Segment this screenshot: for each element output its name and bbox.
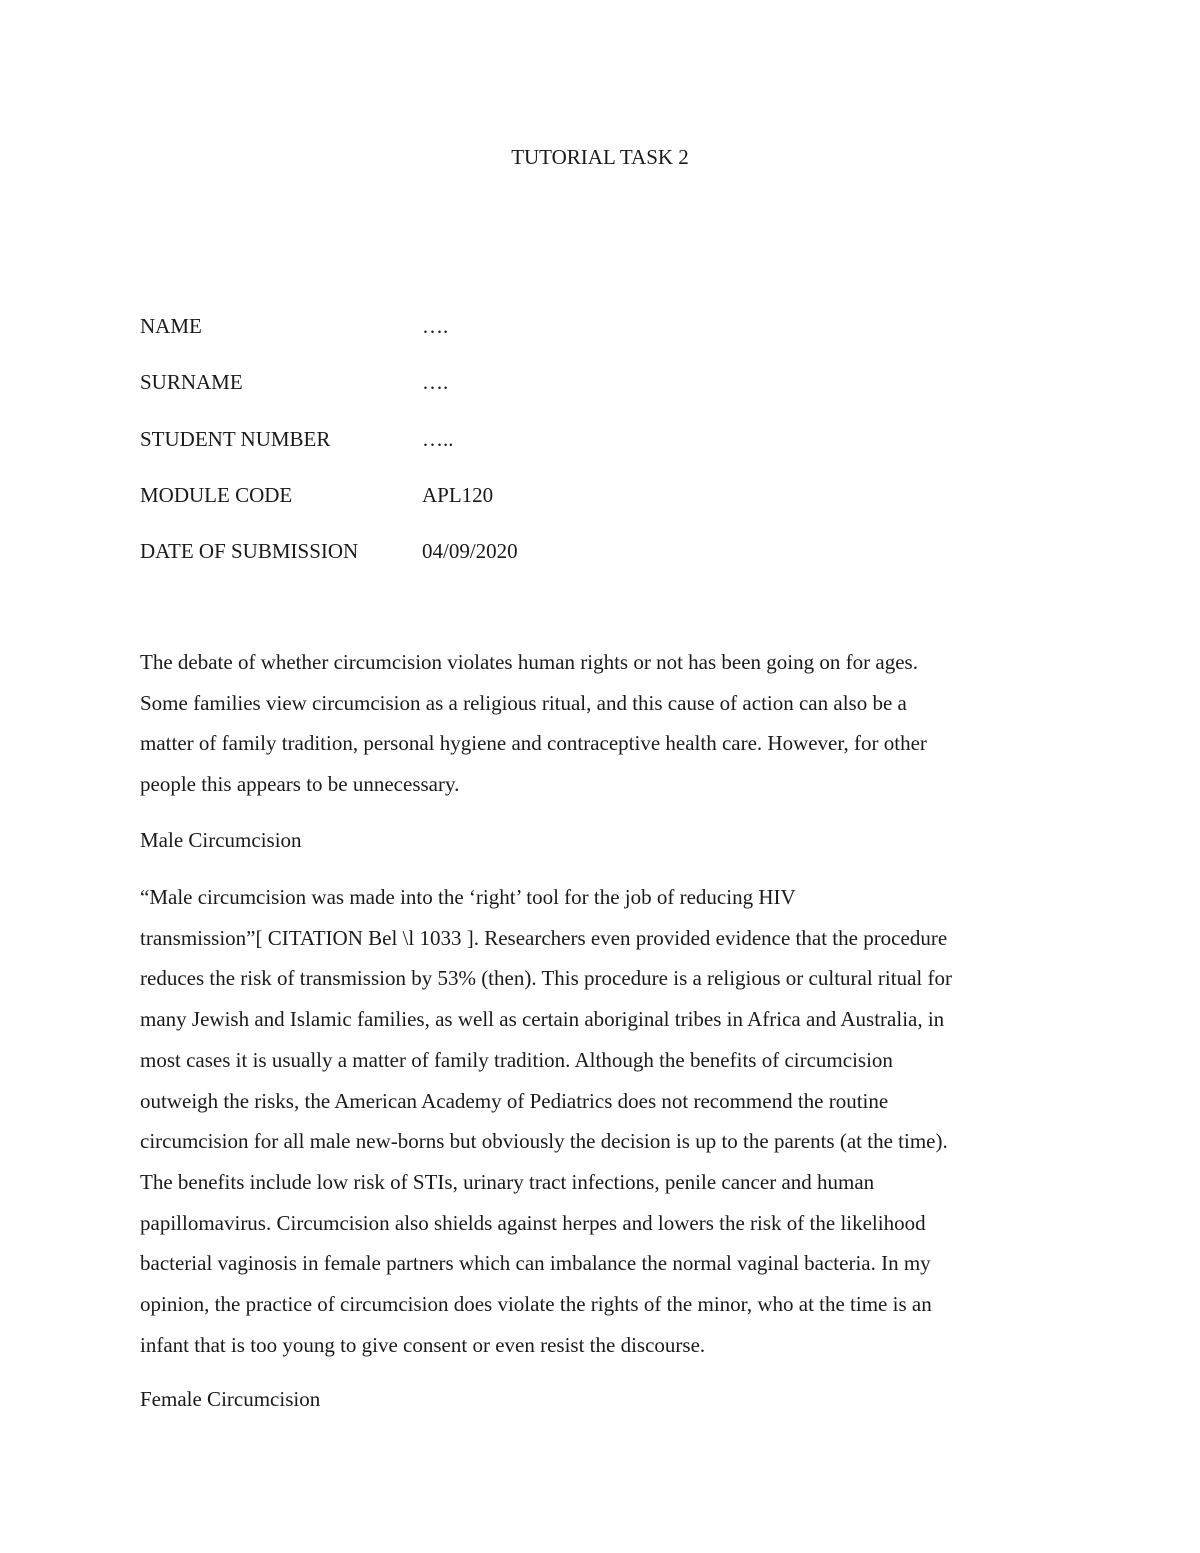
male-paragraph-line: “Male circumcision was made into the ‘right’ tool for the job of reducing HIV: [140, 885, 796, 909]
male-paragraph-line: opinion, the practice of circumcision does violate the rights of the minor, who at the time is an: [140, 1292, 932, 1317]
name-label: NAME: [140, 314, 202, 338]
surname-label: SURNAME: [140, 370, 243, 394]
male-circumcision-heading: Male Circumcision: [140, 828, 302, 852]
male-paragraph-line: circumcision for all male new-borns but obviously the decision is up to the parents (at the time).: [140, 1129, 948, 1154]
male-paragraph-line: outweigh the risks, the American Academy of Pediatrics does not recommend the routine: [140, 1088, 889, 1113]
intro-line: matter of family tradition, personal hygiene and contraceptive health care. However, for other: [140, 731, 927, 756]
info-row-student-number: [140, 425, 1040, 453]
male-paragraph-line: most cases it is usually a matter of family tradition. Although the benefits of circumcision: [140, 1047, 893, 1072]
male-paragraph-line: reduces the risk of transmission by 53% (then). This procedure is a religious or cultural ritual for: [140, 966, 952, 991]
name-value: ….: [422, 314, 449, 338]
student-number-value: …..: [422, 427, 454, 451]
info-row-surname: [140, 368, 1040, 396]
male-paragraph-line: The benefits include low risk of STIs, urinary tract infections, penile cancer and human: [140, 1169, 875, 1194]
intro-line: Some families view circumcision as a religious ritual, and this cause of action can also be a: [140, 690, 907, 715]
info-row-name: [140, 312, 1040, 340]
male-paragraph-line: many Jewish and Islamic families, as well as certain aboriginal tribes in Africa and Australia, in: [140, 1007, 945, 1032]
male-paragraph-line: transmission”[ CITATION Bel \l 1033 ]. Researchers even provided evidence that the procedure: [140, 925, 948, 950]
intro-line: people this appears to be unnecessary.: [140, 772, 460, 797]
module-code-label: MODULE CODE: [140, 483, 293, 507]
male-paragraph-line: infant that is too young to give consent or even resist the discourse.: [140, 1332, 706, 1357]
male-paragraph-line: bacterial vaginosis in female partners which can imbalance the normal vaginal bacteria. In my: [140, 1251, 931, 1276]
module-code-value: APL120: [422, 483, 494, 507]
intro-line: The debate of whether circumcision violates human rights or not has been going on for ages.: [140, 650, 918, 674]
document-title: TUTORIAL TASK 2: [511, 145, 689, 169]
male-paragraph-line: papillomavirus. Circumcision also shields against herpes and lowers the risk of the likelihood: [140, 1210, 926, 1235]
info-row-module-code: [140, 481, 1040, 509]
surname-value: ….: [422, 370, 449, 394]
date-of-submission-label: DATE OF SUBMISSION: [140, 539, 359, 563]
intro-paragraph: [140, 642, 1060, 805]
student-number-label: STUDENT NUMBER: [140, 427, 331, 451]
info-row-date-of-submission: [140, 537, 1040, 565]
female-circumcision-heading: Female Circumcision: [140, 1387, 321, 1411]
date-of-submission-value: 04/09/2020: [422, 539, 518, 563]
male-circumcision-paragraph: [140, 877, 1060, 1365]
